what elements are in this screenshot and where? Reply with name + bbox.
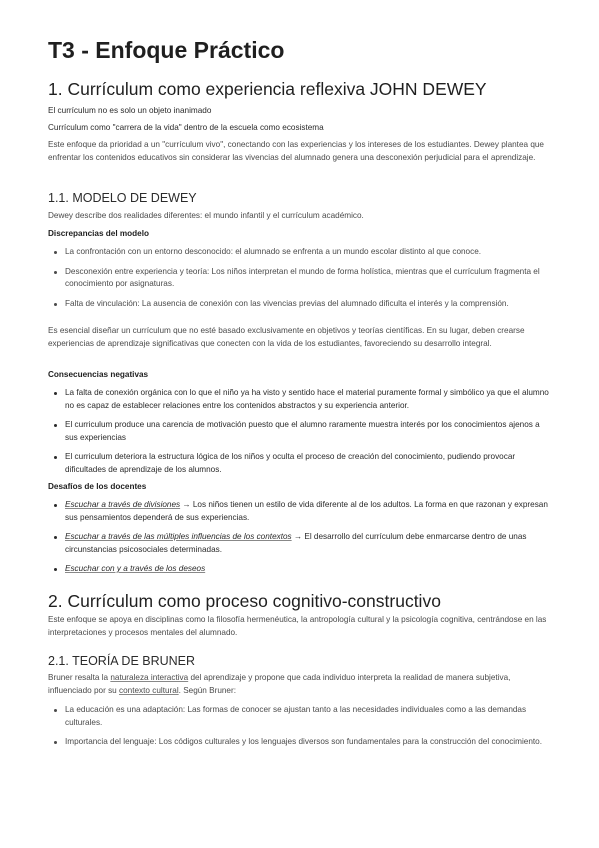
desafios-label: Desafíos de los docentes [48, 482, 147, 491]
section-1-line-1: El currículum no es solo un objeto inanimado [48, 106, 212, 115]
consecuencias-list [48, 387, 553, 476]
essential-paragraph: Es esencial diseñar un currículum que no esté basado exclusivamente en objetivos y teorías científicas. En su lugar, deben crearse experiencias de aprendizaje significativas que conecten con la vida de los estudiantes, favoreciendo su desarrollo integral. [48, 326, 525, 348]
discrepancias-list [48, 246, 553, 310]
list-item [48, 499, 553, 524]
section-2-1-heading: 2.1. TEORÍA DE BRUNER [48, 654, 196, 668]
desafios-list [48, 499, 553, 576]
bruner-intro-part: del aprendizaje y propone que cada individuo interpreta la realidad de manera subjetiva, influenciado por su [48, 673, 511, 695]
bruner-intro [48, 672, 553, 697]
list-item: Importancia del lenguaje: Los códigos culturales y los lenguajes diversos son fundamentales para la construcción del conocimiento. [48, 736, 553, 749]
list-item [48, 563, 553, 576]
section-1-paragraph: Este enfoque da prioridad a un "currículum vivo", conectando con las experiencias y los intereses de los estudiantes. Dewey plantea que enfrentar los contenidos educativos sin considerar las vivencias del alumnado genera una desconexión perjudicial para el aprendizaje. [48, 140, 544, 162]
bruner-list [48, 704, 553, 749]
page-title: T3 - Enfoque Práctico [48, 37, 285, 63]
section-2-heading: 2. Currículum como proceso cognitivo-constructivo [48, 591, 441, 611]
section-1-heading: 1. Currículum como experiencia reflexiva JOHN DEWEY [48, 79, 487, 99]
list-item: Falta de vinculación: La ausencia de conexión con las vivencias previas del alumnado dificulta el interés y la comprensión. [48, 298, 553, 311]
list-item: La falta de conexión orgánica con lo que el niño ya ha visto y sentido hace el material puramente formal y simbólico ya que el alumno no es capaz de establecer relaciones entre los contenidos abstractos y su experiencia anterior. [48, 387, 553, 412]
list-item: La confrontación con un entorno desconocido: el alumnado se enfrenta a un mundo escolar distinto al que conoce. [48, 246, 553, 259]
bruner-intro-part: . Según Bruner: [178, 685, 236, 695]
list-item: La educación es una adaptación: Las formas de conocer se ajustan tanto a las necesidades individuales como a las demandas culturales. [48, 704, 553, 729]
discrepancias-label: Discrepancias del modelo [48, 229, 150, 238]
bruner-highlight-naturaleza: naturaleza interactiva [110, 673, 189, 682]
list-item: El curriculum produce una carencia de motivación puesto que el alumno raramente muestra interés por los conocimientos ajenos a sus experiencias [48, 419, 553, 444]
desafio-text-2: → El desarrollo del currículum debe enmarcarse dentro de unas circunstancias psicosociales determinadas. [65, 532, 527, 554]
bruner-highlight-contexto: contexto cultural [119, 685, 179, 695]
desafio-text-1: → Los niños tienen un estilo de vida diferente al de los adultos. La forma en que razonan y expresan sus pensamientos dependerá de sus experiencias. [65, 500, 548, 522]
list-item [48, 531, 553, 556]
desafio-link-2[interactable]: Escuchar a través de las múltiples influencias de los contextos [65, 532, 292, 541]
list-item: El curriculum deteriora la estructura lógica de los niños y oculta el proceso de creación del conocimiento, pudiendo provocar dificultades de aprendizaje de los alumnos. [48, 451, 553, 476]
bruner-intro-part: Bruner resalta la [48, 673, 111, 682]
section-1-1-heading: 1.1. MODELO DE DEWEY [48, 191, 197, 205]
desafio-link-1[interactable]: Escuchar a través de divisiones [65, 500, 181, 509]
list-item: Desconexión entre experiencia y teoría: Los niños interpretan el mundo de forma holística, mientras que el currículum fragmenta el conocimiento por asignaturas. [48, 266, 553, 291]
desafio-link-3[interactable]: Escuchar con y a través de los deseos [65, 564, 206, 573]
section-1-line-2: Currículum como "carrera de la vida" dentro de la escuela como ecosistema [48, 123, 324, 132]
dewey-intro: Dewey describe dos realidades diferentes: el mundo infantil y el currículum académico. [48, 211, 364, 220]
section-2-paragraph: Este enfoque se apoya en disciplinas como la filosofía hermenéutica, la antropología cultural y la psicología cognitiva, centrándose en las interpretaciones y procesos mentales del alumnado. [48, 615, 547, 637]
consecuencias-label: Consecuencias negativas [48, 370, 149, 379]
